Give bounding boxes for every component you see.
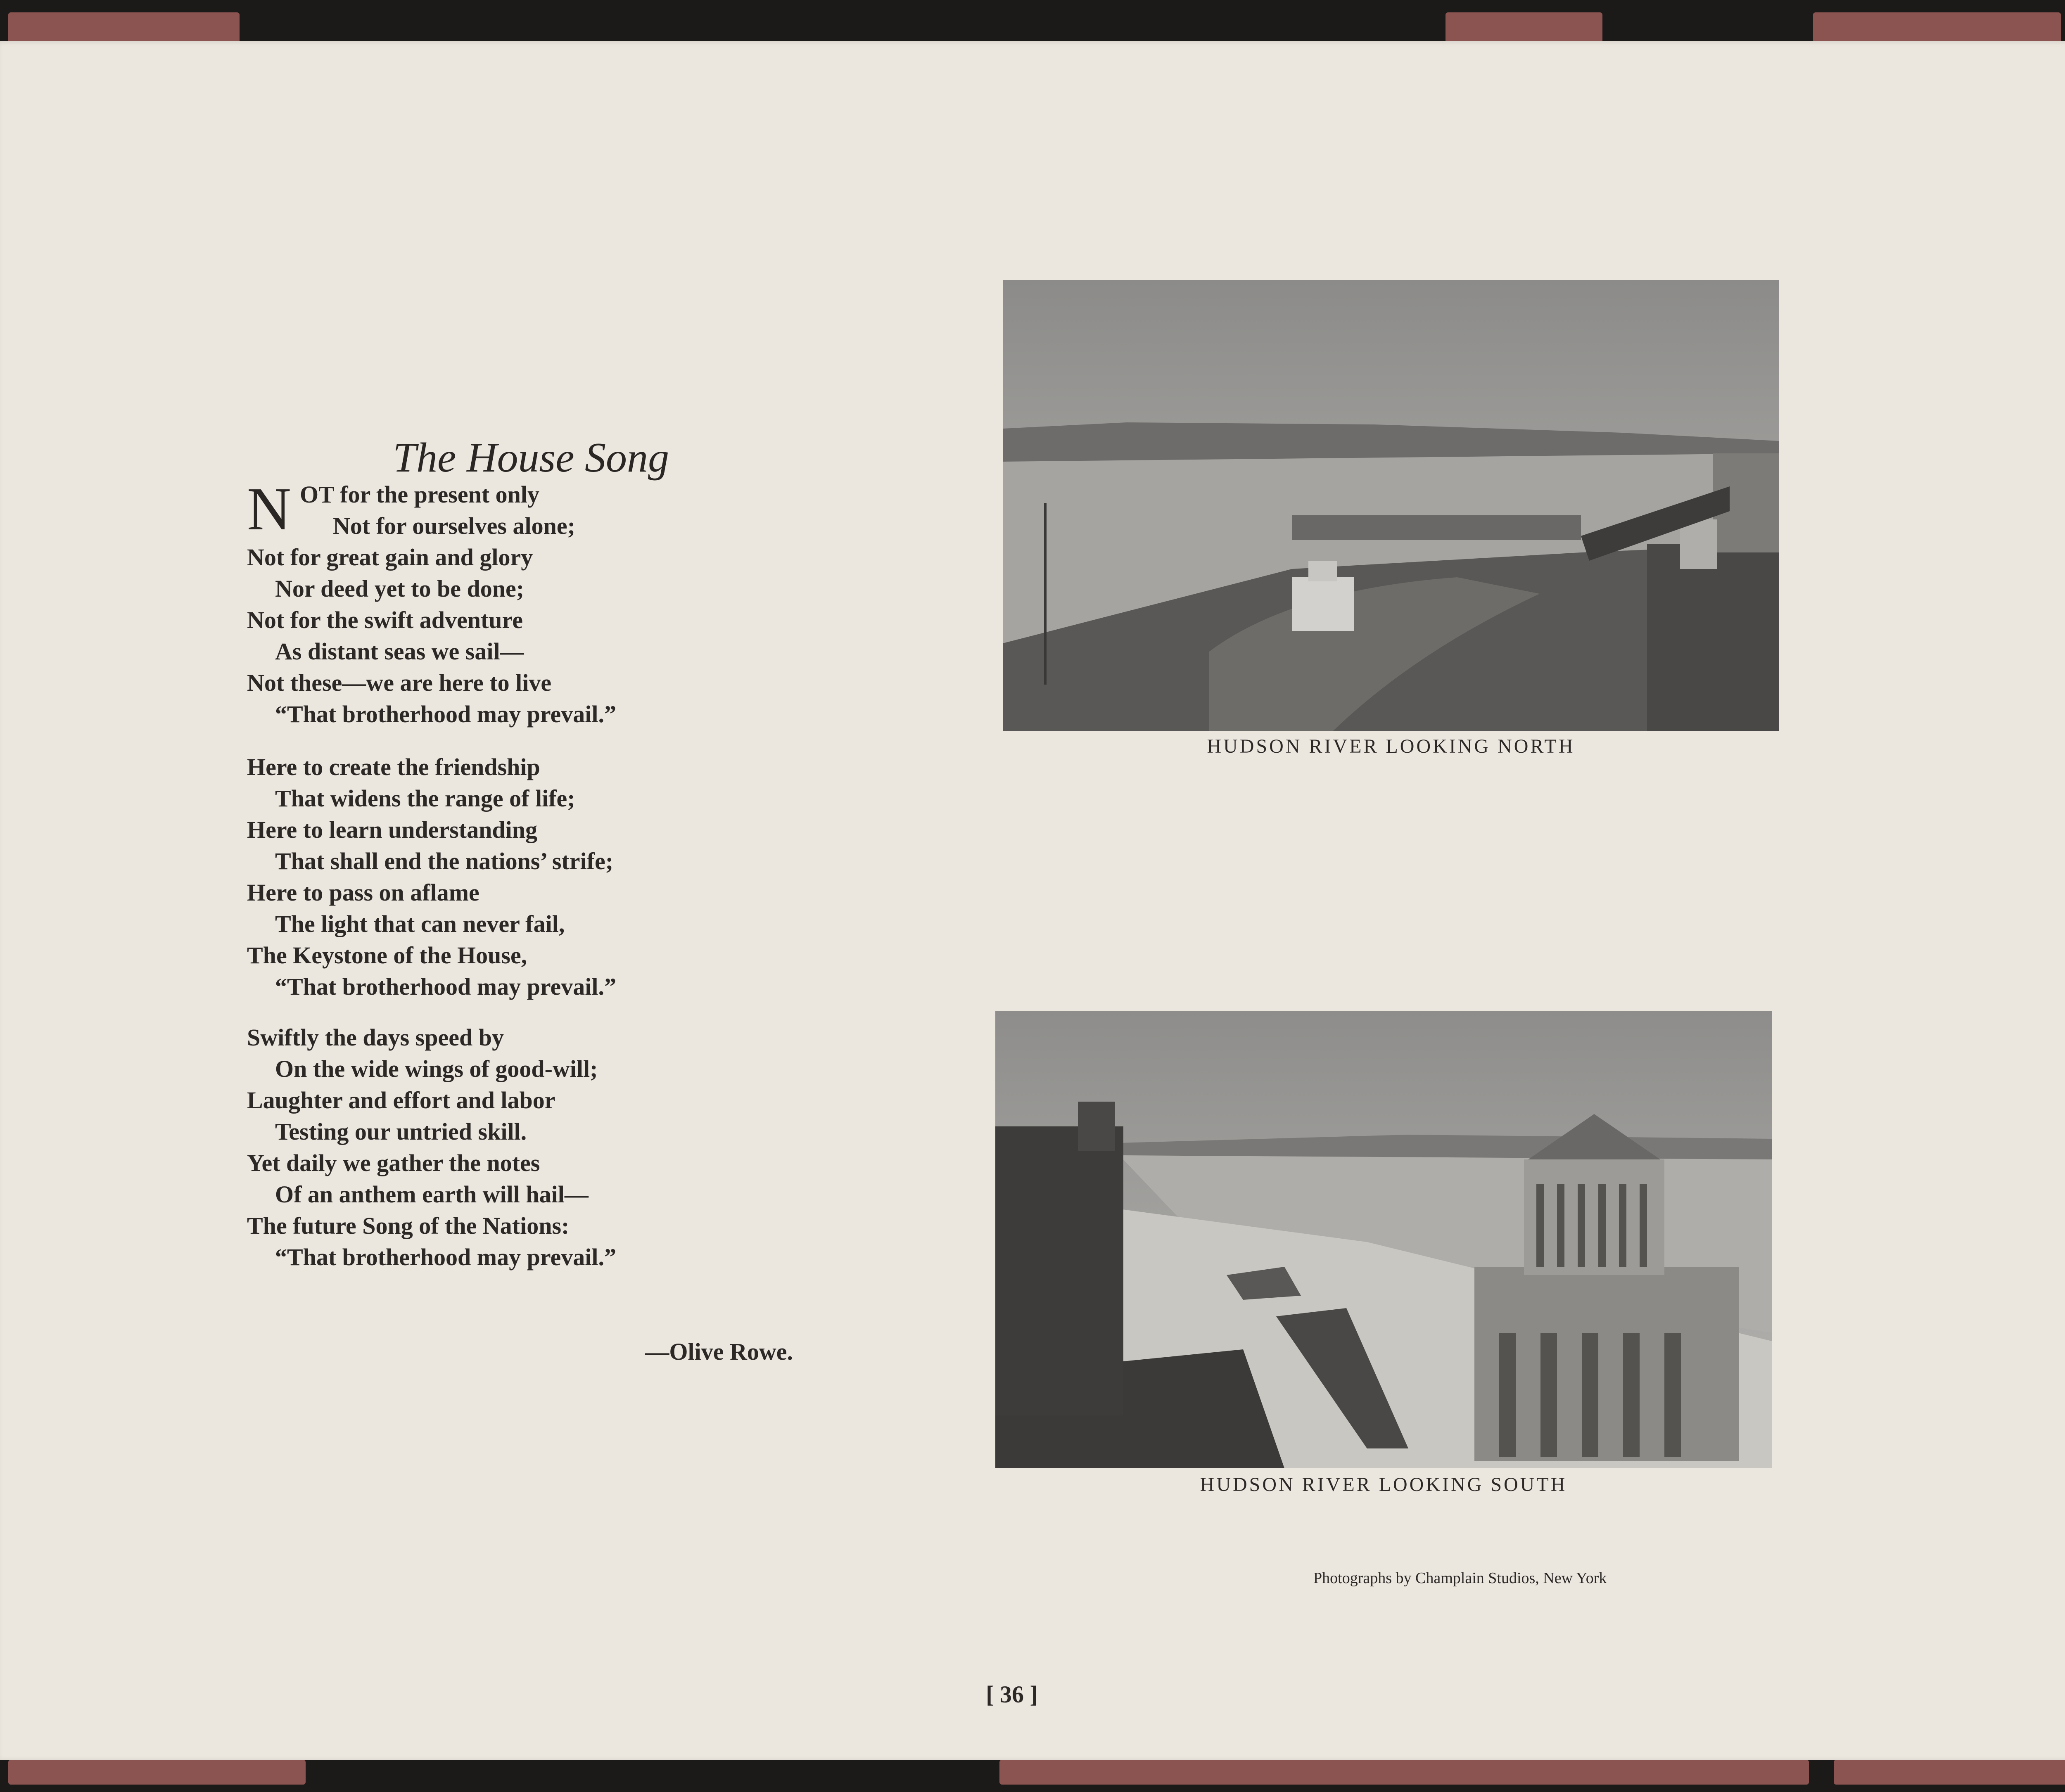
binding-tab xyxy=(1446,12,1602,45)
photo-caption: HUDSON RIVER LOOKING NORTH xyxy=(1207,735,1575,757)
poem-line: Testing our untried skill. xyxy=(275,1118,527,1145)
poem-line: The light that can never fail, xyxy=(275,910,565,937)
binding-tab xyxy=(999,1760,1809,1785)
poem-line: “That brotherhood may prevail.” xyxy=(275,1244,617,1271)
poem-line: Not for ourselves alone; xyxy=(333,512,575,539)
photo-hudson-south xyxy=(995,1011,1772,1468)
poem-line: Laughter and effort and labor xyxy=(247,1087,555,1114)
book-page xyxy=(0,41,2065,1761)
poem-stanza-1 xyxy=(247,475,805,730)
poem-stanza-2 xyxy=(247,751,805,1003)
poem-line: Here to pass on aflame xyxy=(247,879,479,906)
book-cover-top xyxy=(0,0,2065,45)
poem-author: —Olive Rowe. xyxy=(645,1338,793,1365)
poem-line: Here to learn understanding xyxy=(247,816,537,843)
photo-caption: HUDSON RIVER LOOKING SOUTH xyxy=(1200,1474,1567,1496)
drop-cap: N xyxy=(247,475,291,543)
poem-line: Not for the swift adventure xyxy=(247,607,523,633)
poem-line: Not these—we are here to live xyxy=(247,669,552,696)
poem-line: Of an anthem earth will hail— xyxy=(275,1181,589,1208)
poem-line: The Keystone of the House, xyxy=(247,942,527,969)
poem-line: That shall end the nations’ strife; xyxy=(275,848,614,875)
poem-line: That widens the range of life; xyxy=(275,785,575,812)
poem-line: The future Song of the Nations: xyxy=(247,1212,570,1239)
poem-line: Yet daily we gather the notes xyxy=(247,1150,540,1176)
poem-stanza-3 xyxy=(247,1022,805,1273)
poem-line: Swiftly the days speed by xyxy=(247,1024,504,1051)
page-number: [ 36 ] xyxy=(986,1681,1038,1708)
binding-tab xyxy=(1834,1760,2065,1785)
binding-tab xyxy=(8,12,240,45)
poem-line: Nor deed yet to be done; xyxy=(275,575,525,602)
binding-tab xyxy=(8,1760,306,1785)
poem-line: “That brotherhood may prevail.” xyxy=(275,701,617,728)
photo-hudson-north xyxy=(1003,280,1779,731)
poem-line: As distant seas we sail— xyxy=(275,638,524,665)
poem-line: Not for great gain and glory xyxy=(247,544,533,571)
poem-line: OT for the present only xyxy=(300,481,540,508)
poem-line: “That brotherhood may prevail.” xyxy=(275,973,617,1000)
photo-credit: Photographs by Champlain Studios, New York xyxy=(1313,1569,1607,1587)
poem-line: Here to create the friendship xyxy=(247,754,540,780)
poem-line: On the wide wings of good-will; xyxy=(275,1055,598,1082)
poem-title: The House Song xyxy=(393,434,669,481)
binding-tab xyxy=(1813,12,2061,45)
